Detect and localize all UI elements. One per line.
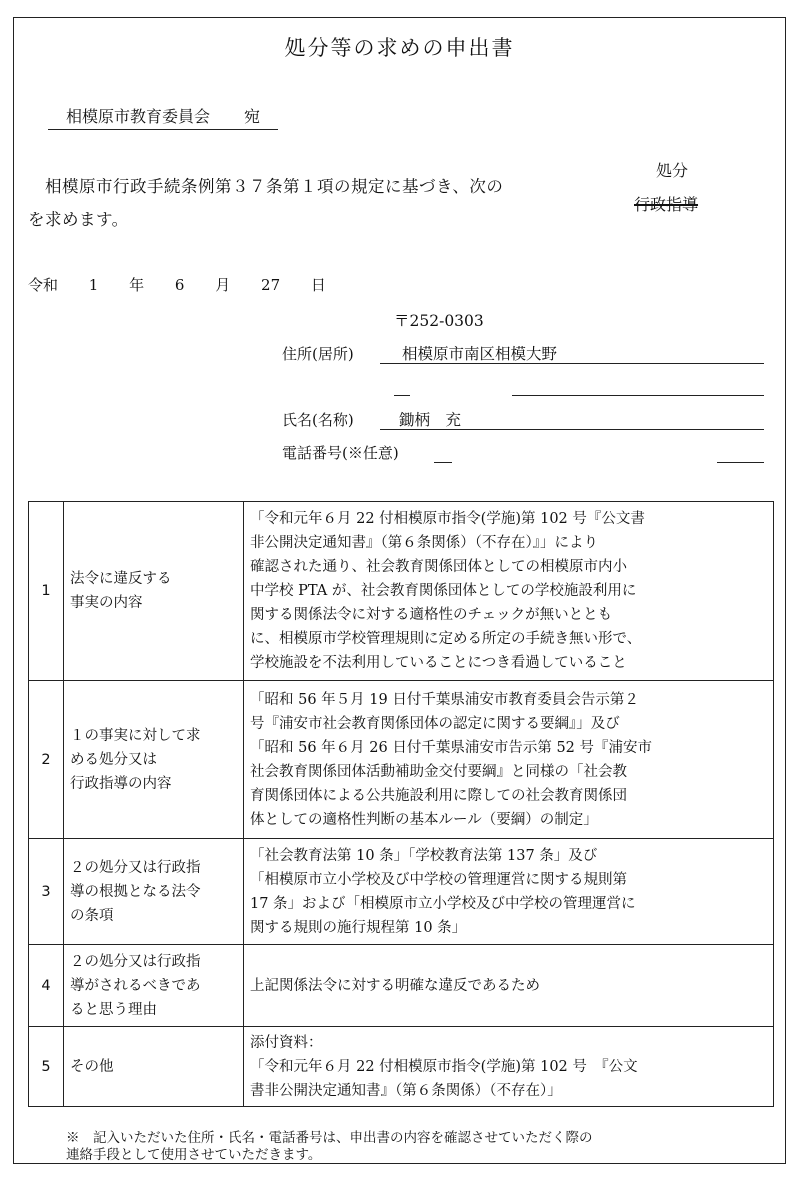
phone-underline-b: [717, 462, 764, 463]
content-line: 「昭和 56 年５月 19 日付千葉県浦安市教育委員会告示第２: [250, 691, 639, 708]
footnote: [66, 1130, 593, 1164]
row-number: 2: [29, 681, 64, 839]
row-item-label: [64, 839, 244, 945]
name-underline: [380, 429, 764, 430]
item-line: 導の根拠となる法令: [70, 883, 201, 900]
address-value: 相模原市南区相模大野: [402, 345, 558, 363]
option-struck: 行政指導: [634, 195, 699, 214]
address-line2-underline-b: [512, 395, 764, 396]
table-row: [29, 681, 774, 839]
option-selected: 処分: [656, 161, 689, 180]
row-number: 3: [29, 839, 64, 945]
row-item-label: [64, 681, 244, 839]
content-line: 「令和元年６月 22 付相模原市指令(学施)第 102 号『公文書: [250, 511, 645, 527]
row-content: [244, 1027, 774, 1107]
item-line: ２の処分又は行政指: [70, 953, 201, 970]
content-line: 中学校 PTA が、社会教育関係団体としての学校施設利用に: [250, 583, 637, 599]
postal-code: 〒252-0303: [394, 312, 484, 330]
date-month: 6: [174, 276, 185, 294]
phone-label: 電話番号(※任意): [282, 444, 399, 462]
table-row: [29, 1027, 774, 1107]
date-year-unit: 年: [129, 276, 145, 294]
name-value: 鋤柄 充: [399, 411, 462, 429]
content-line: 上記関係法令に対する明確な違反であるため: [250, 977, 540, 994]
addressee-suffix: 宛: [244, 107, 261, 126]
content-line: 関する規則の施行規程第 10 条」: [250, 919, 467, 936]
item-line: ると思う理由: [70, 1001, 157, 1018]
address-line2-underline-a: [394, 395, 410, 396]
row-item-label: [64, 502, 244, 681]
date-year: 1: [88, 276, 99, 294]
row-content: [244, 502, 774, 681]
content-line: 17 条」および「相模原市立小学校及び中学校の管理運営に: [250, 895, 636, 912]
content-line: 関する関係法令に対する適格性のチェックが無いととも: [250, 607, 613, 623]
form-title: 処分等の求めの申出書: [284, 36, 515, 60]
address-underline: [380, 363, 764, 364]
table-row: [29, 839, 774, 945]
content-line: 育関係団体による公共施設利用に際しての社会教育関係団: [250, 787, 627, 804]
item-line: の条項: [70, 907, 114, 924]
content-line: 書非公開決定通知書』（第６条関係）（不存在）」: [250, 1082, 562, 1099]
item-line: 行政指導の内容: [70, 775, 172, 792]
item-line: 法令に違反する: [70, 571, 172, 587]
table-row: [29, 945, 774, 1027]
content-line: 号『浦安市社会教育関係団体の認定に関する要綱』」及び: [250, 715, 620, 732]
intro-line-1: 相模原市行政手続条例第３７条第１項の規定に基づき、次の: [28, 177, 504, 196]
content-line: 添付資料：: [250, 1034, 323, 1051]
date-era: 令和: [28, 276, 59, 294]
request-form-page: [13, 17, 786, 1164]
content-line: 「令和元年６月 22 付相模原市指令(学施)第 102 号 『公文: [250, 1058, 638, 1075]
content-line: 非公開決定通知書』（第６条関係）（不存在）』」により: [250, 535, 598, 551]
item-line: 導がされるべきであ: [70, 977, 201, 994]
content-line: 体としての適格性判断の基本ルール（要綱）の制定」: [250, 811, 598, 828]
row-content: [244, 945, 774, 1027]
submission-date: [28, 274, 340, 295]
content-line: 「相模原市立小学校及び中学校の管理運営に関する規則第: [250, 871, 627, 888]
content-line: 確認された通り、社会教育関係団体としての相模原市内小: [250, 559, 627, 575]
date-day: 27: [261, 276, 281, 294]
address-label: 住所(居所): [282, 345, 354, 363]
content-line: 学校施設を不法利用していることにつき看過していること: [250, 655, 627, 671]
content-line: 「昭和 56 年６月 26 日付千葉県浦安市告示第 52 号『浦安市: [250, 739, 653, 756]
row-item-label: [64, 1027, 244, 1107]
phone-underline-a: [434, 462, 452, 463]
row-content: [244, 839, 774, 945]
intro-line-2: を求めます。: [28, 210, 129, 229]
content-line: 「社会教育法第 10 条」「学校教育法第 137 条」及び: [250, 847, 598, 864]
addressee-name: 相模原市教育委員会: [66, 107, 211, 126]
item-line: １の事実に対して求: [70, 727, 201, 744]
footnote-line-2: 連絡手段として使用させていただきます。: [66, 1147, 322, 1163]
request-table: [28, 501, 774, 1107]
item-line: める処分又は: [70, 751, 157, 768]
footnote-line-1: ※ 記入いただいた住所・氏名・電話番号は、申出書の内容を確認させていただく際の: [66, 1130, 593, 1146]
row-item-label: [64, 945, 244, 1027]
row-number: 5: [29, 1027, 64, 1107]
item-line: 事実の内容: [70, 595, 143, 611]
name-label: 氏名(名称): [282, 411, 354, 429]
item-line: その他: [70, 1058, 114, 1075]
date-day-unit: 日: [310, 276, 326, 294]
addressee-line: [48, 104, 278, 130]
content-line: に、相模原市学校管理規則に定める所定の手続き無い形で、: [250, 631, 642, 647]
row-number: 4: [29, 945, 64, 1027]
table-row: [29, 502, 774, 681]
date-month-unit: 月: [215, 276, 231, 294]
item-line: ２の処分又は行政指: [70, 859, 201, 876]
row-number: 1: [29, 502, 64, 681]
row-content: [244, 681, 774, 839]
content-line: 社会教育関係団体活動補助金交付要綱』と同様の「社会教: [250, 763, 627, 780]
